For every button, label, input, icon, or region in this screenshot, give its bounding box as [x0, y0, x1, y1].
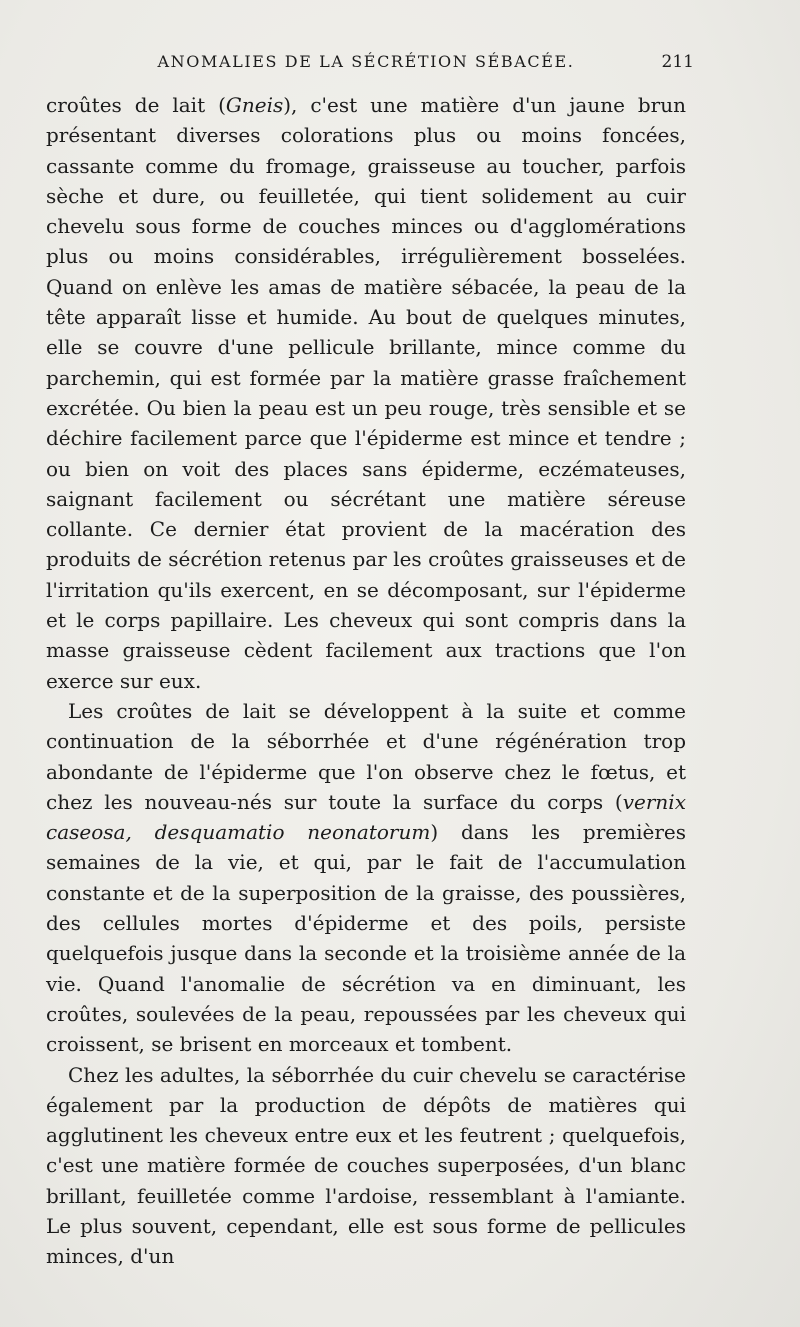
text-segment: ), c'est une matière d'un jaune brun présentant diverses colorations plus ou moins foncées, cassante comme du fromage, graisseuse au toucher, parfois sèche et dure, ou feuilletée, qui tient solidement au cuir chevelu sous forme de couches minces ou d'agglomérations plus ou moins considérables, irrégulièrement bosselées. Quand on enlève les amas de matière sébacée, la peau de la tête apparaît lisse et humide. Au bout de quelques minutes, elle se couvre d'une pellicule brillante, mince comme du parchemin, qui est formée par la matière grasse fraîchement excrétée. Ou bien la peau est un peu rouge, très sensible et se déchire facilement parce que l'épiderme est mince et tendre ; ou bien on voit des places sans épiderme, eczémateuses, saignant facilement ou sécrétant une matière séreuse collante. Ce dernier état provient de la macération des produits de sécrétion retenus par les croûtes graisseuses et de l'irritation qu'ils exercent, en se décomposant, sur l'épiderme et le corps papillaire. Les cheveux qui sont compris dans la masse graisseuse cèdent facilement aux tractions que l'on exerce sur eux. [46, 93, 686, 693]
text-segment: croûtes de lait ( [46, 93, 226, 117]
text-segment: ) dans les premières semaines de la vie, et qui, par le fait de l'accumulation constante et de la superposition de la graisse, des poussières, des cellules mortes d'épiderme et des poils, persiste quelquefois jusque dans la seconde et la troisième année de la vie. Quand l'anomalie de sécrétion va en diminuant, les croûtes, soulevées de la peau, repoussées par les cheveux qui croissent, se brisent en morceaux et tombent. [46, 820, 686, 1057]
text-segment: Chez les adultes, la séborrhée du cuir chevelu se caractérise également par la production de dépôts de matières qui agglutinent les cheveux entre eux et les feutrent ; quelquefois, c'est une matière formée de couches superposées, d'un blanc brillant, feuilletée comme l'ardoise, ressemblant à l'amiante. Le plus souvent, cependant, elle est sous forme de pellicules minces, d'un [46, 1062, 686, 1269]
page-header [46, 52, 694, 84]
italic-term: Gneis [225, 93, 284, 117]
page-number: 211 [661, 52, 694, 72]
body-text [46, 90, 686, 1272]
text-segment: Les croûtes de lait se développent à la suite et comme continuation de la séborrhée et d'une régénération trop abondante de l'épiderme que l'on observe chez le fœtus, et chez les nouveau-nés sur toute la surface du corps ( [46, 698, 686, 814]
italic-term: vernix caseosa, desquamatio neonatorum [46, 789, 686, 845]
paragraph [46, 696, 686, 1060]
paragraph [46, 1060, 686, 1272]
running-head: ANOMALIES DE LA SÉCRÉTION SÉBACÉE. [157, 52, 575, 71]
paragraph [46, 90, 686, 696]
